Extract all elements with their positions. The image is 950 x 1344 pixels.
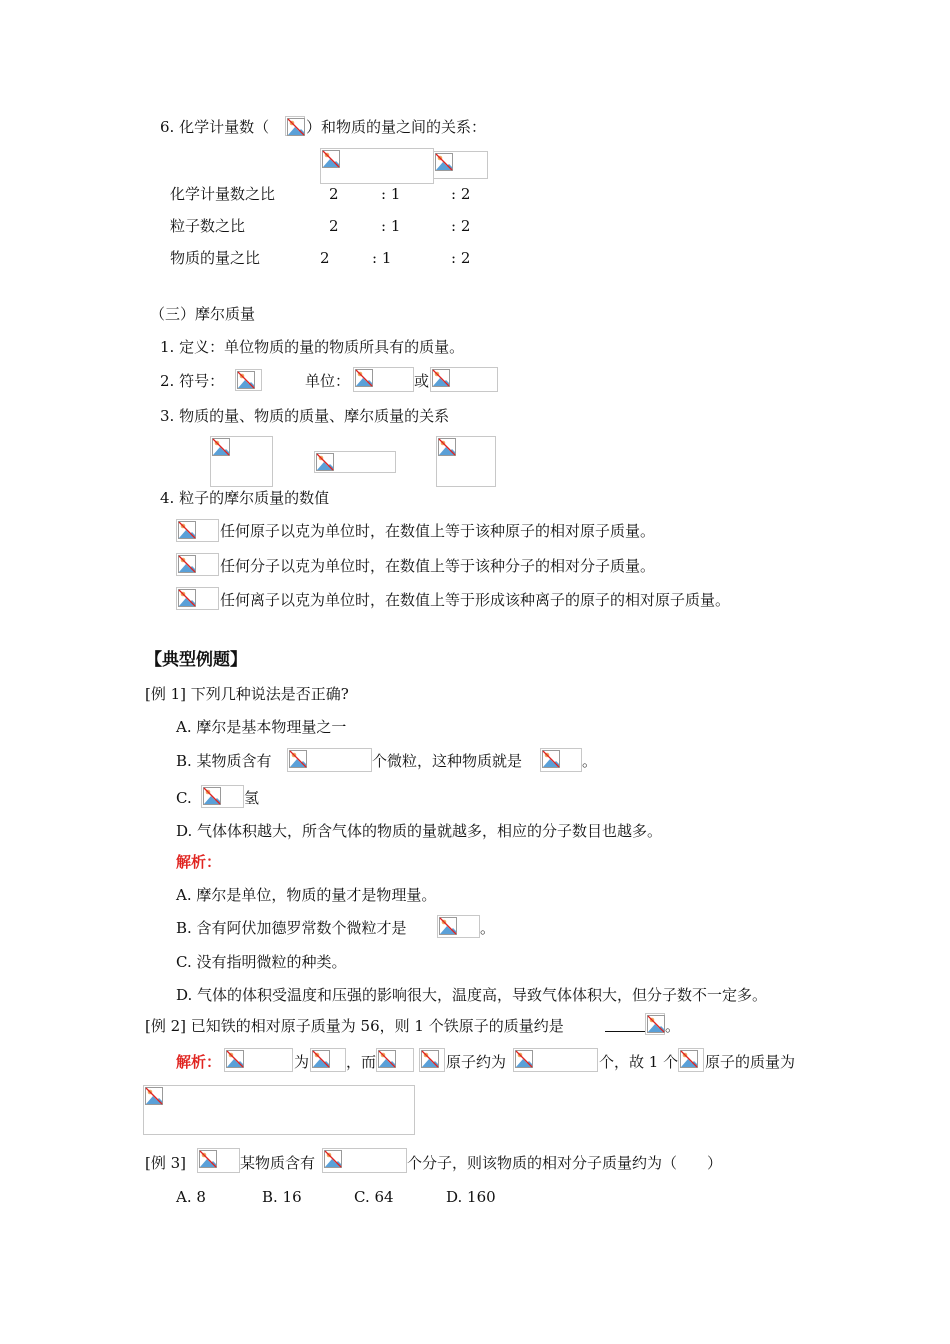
formula-image-icon	[513, 1048, 598, 1072]
ex3-option-c: C. 64	[354, 1188, 394, 1206]
row3-v2: : 1	[372, 249, 392, 267]
item-4: 4. 粒子的摩尔质量的数值	[160, 489, 330, 507]
row2-label: 粒子数之比	[170, 217, 246, 235]
formula-image-icon	[322, 1148, 407, 1173]
ex1-analysis-label: 解析：	[176, 853, 222, 871]
ex3-question-1: [例 3]	[145, 1154, 187, 1172]
ex3-option-b: B. 16	[262, 1188, 302, 1206]
formula-image-icon	[437, 915, 480, 938]
item-1: 1. 定义：单位物质的量的物质所具有的质量。	[160, 338, 465, 356]
ex3-question-2: 某物质含有	[240, 1154, 316, 1172]
formula-image-icon	[143, 1085, 415, 1135]
ex2-question-1: [例 2] 已知铁的相对原子质量为 56，则 1 个铁原子的质量约是	[145, 1017, 564, 1035]
ex1-answer-a: A. 摩尔是单位，物质的量才是物理量。	[176, 886, 437, 904]
ex1-option-a: A. 摩尔是基本物理量之一	[176, 718, 347, 736]
item-4-c: 任何离子以克为单位时，在数值上等于形成该种离子的原子的相对原子质量。	[220, 591, 731, 609]
sec6-title-b: ）和物质的量之间的关系：	[306, 118, 487, 136]
formula-image-icon	[224, 1048, 293, 1072]
row2-v1: 2	[329, 217, 339, 235]
row3-label: 物质的量之比	[170, 249, 261, 267]
item-2-a: 2. 符号：	[160, 372, 225, 390]
ex1-answer-b-2: 。	[480, 919, 496, 937]
ex2-analysis-2: ，而	[346, 1053, 377, 1071]
ex1-answer-b-1: B. 含有阿伏加德罗常数个微粒才是	[176, 919, 407, 937]
formula-image-icon	[540, 748, 582, 772]
row2-v2: : 1	[381, 217, 401, 235]
row3-v1: 2	[320, 249, 330, 267]
row1-v3: : 2	[451, 185, 471, 203]
item-3: 3. 物质的量、物质的质量、摩尔质量的关系	[160, 407, 450, 425]
row3-v3: : 2	[451, 249, 471, 267]
ex3-option-d: D. 160	[446, 1188, 496, 1206]
formula-image-icon	[235, 369, 262, 391]
ex2-analysis-3: 原子约为	[446, 1053, 507, 1071]
formula-image-icon	[210, 436, 273, 487]
formula-image-icon	[376, 1048, 414, 1072]
ex3-question-3: 个分子，则该物质的相对分子质量约为（ ）	[407, 1154, 723, 1172]
formula-image-icon	[320, 148, 434, 184]
ex2-analysis-5: 原子的质量为	[705, 1053, 796, 1071]
formula-image-icon	[176, 553, 219, 576]
item-4-b: 任何分子以克为单位时，在数值上等于该种分子的相对分子质量。	[220, 557, 656, 575]
ex1-answer-c: C. 没有指明微粒的种类。	[176, 953, 347, 971]
formula-image-icon	[310, 1048, 346, 1072]
formula-image-icon	[645, 1013, 665, 1035]
item-2-b: 单位：	[305, 372, 351, 390]
ex2-analysis-label: 解析：	[176, 1053, 222, 1071]
section-heading: （三）摩尔质量	[150, 305, 256, 323]
formula-image-icon	[436, 436, 496, 487]
ex1-option-c-2: 氢	[244, 789, 260, 807]
ex1-option-d: D. 气体体积越大，所含气体的物质的量就越多，相应的分子数目也越多。	[176, 822, 663, 840]
ex2-question-2: 。	[665, 1017, 681, 1035]
formula-image-icon	[201, 785, 244, 808]
formula-image-icon	[419, 1048, 445, 1072]
row1-v2: : 1	[381, 185, 401, 203]
ex1-option-c-1: C.	[176, 789, 192, 807]
ex1-answer-d: D. 气体的体积受温度和压强的影响很大，温度高，导致气体体积大，但分子数不一定多。	[176, 986, 768, 1004]
formula-image-icon	[433, 151, 488, 179]
sec6-title-a: 6. 化学计量数（	[160, 118, 270, 136]
formula-image-icon	[197, 1148, 240, 1173]
item-4-a: 任何原子以克为单位时，在数值上等于该种原子的相对原子质量。	[220, 522, 656, 540]
ex3-option-a: A. 8	[176, 1188, 206, 1206]
formula-image-icon	[287, 748, 372, 772]
item-2-c: 或	[414, 372, 430, 390]
formula-image-icon	[176, 587, 219, 610]
ex2-analysis-4: 个，故 1 个	[599, 1053, 679, 1071]
ex2-analysis-1: 为	[294, 1053, 310, 1071]
row2-v3: : 2	[451, 217, 471, 235]
formula-image-icon	[430, 367, 498, 392]
answer-blank	[605, 1031, 645, 1032]
formula-image-icon	[353, 367, 414, 392]
ex1-option-b-3: 。	[582, 752, 598, 770]
formula-image-icon	[314, 451, 396, 473]
formula-image-icon	[176, 519, 219, 542]
examples-heading: 【典型例题】	[145, 650, 247, 670]
ex1-option-b-2: 个微粒，这种物质就是	[372, 752, 523, 770]
formula-image-icon	[285, 116, 305, 136]
row1-v1: 2	[329, 185, 339, 203]
ex1-option-b-1: B. 某物质含有	[176, 752, 272, 770]
ex1-question: [例 1] 下列几种说法是否正确?	[145, 685, 349, 703]
formula-image-icon	[678, 1048, 704, 1072]
row1-label: 化学计量数之比	[170, 185, 276, 203]
